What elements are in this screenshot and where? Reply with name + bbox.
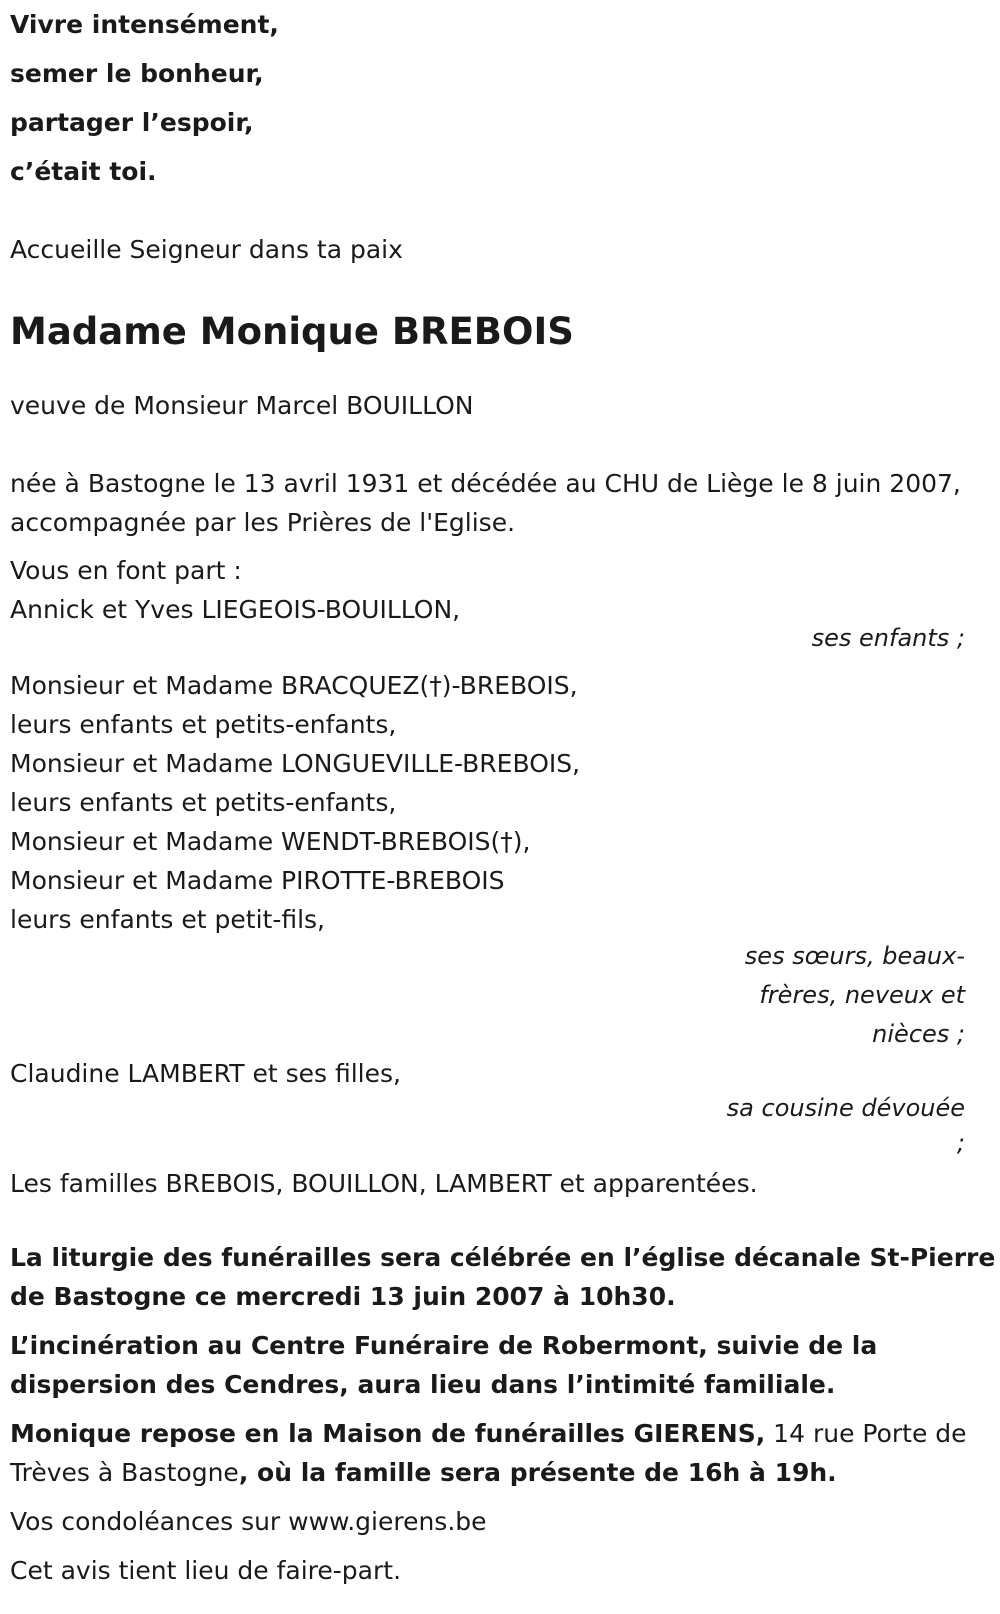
- children-section: [10, 551, 965, 652]
- sibling-line: Monsieur et Madame WENDT-BREBOIS(†),: [10, 827, 531, 856]
- birth-death-line: née à Bastogne le 13 avril 1931 et décédée au CHU de Liège le 8 juin 2007,: [10, 469, 961, 498]
- poem-line: c’était toi.: [10, 157, 157, 186]
- cousin-section: [10, 1054, 965, 1158]
- widow-of: veuve de Monsieur Marcel BOUILLON: [10, 391, 474, 420]
- prayer: Accueille Seigneur dans ta paix: [10, 235, 403, 264]
- funeral-line: La liturgie des funérailles sera célébrée en l’église décanale St-Pierre: [10, 1243, 996, 1272]
- poem-line: partager l’espoir,: [10, 108, 254, 137]
- rest-normal-2: Trèves à Bastogne: [10, 1458, 239, 1487]
- cousin-role: [705, 1089, 965, 1158]
- announce-intro: Vous en font part :: [10, 556, 242, 585]
- rest-bold-1: Monique repose en la Maison de funérailles GIERENS,: [10, 1419, 766, 1448]
- funeral-line: de Bastogne ce mercredi 13 juin 2007 à 10h30.: [10, 1282, 676, 1311]
- families: Les familles BREBOIS, BOUILLON, LAMBERT et apparentées.: [10, 1169, 758, 1198]
- funeral-info: [10, 1238, 996, 1316]
- closing: Cet avis tient lieu de faire-part.: [10, 1556, 402, 1585]
- incineration-line: L’incinération au Centre Funéraire de Robermont, suivie de la: [10, 1331, 878, 1360]
- rest-bold-2: , où la famille sera présente de 16h à 19h.: [238, 1458, 837, 1487]
- birth-death-line: accompagnée par les Prières de l'Eglise.: [10, 508, 516, 537]
- sibling-line: Monsieur et Madame BRACQUEZ(†)-BREBOIS,: [10, 671, 578, 700]
- siblings-role-line: frères, neveux et: [759, 981, 965, 1009]
- siblings-role-line: ses sœurs, beaux-: [744, 942, 965, 970]
- sibling-line: leurs enfants et petit-fils,: [10, 905, 326, 934]
- siblings-role-line: nièces ;: [872, 1020, 965, 1048]
- rest-line-1: [10, 1414, 965, 1453]
- obituary-notice: [10, 0, 996, 1590]
- cousin-role-line: ;: [956, 1129, 965, 1157]
- sibling-line: Monsieur et Madame LONGUEVILLE-BREBOIS,: [10, 749, 581, 778]
- rest-normal-1: 14 rue Porte de: [765, 1419, 967, 1448]
- poem: [10, 0, 965, 196]
- rest-info: [10, 1414, 965, 1492]
- cousin-role-line: sa cousine dévouée: [726, 1094, 965, 1122]
- sibling-line: leurs enfants et petits-enfants,: [10, 788, 397, 817]
- birth-death: [10, 464, 965, 542]
- incineration-info: [10, 1326, 965, 1404]
- incineration-line: dispersion des Cendres, aura lieu dans l’intimité familiale.: [10, 1370, 836, 1399]
- cousin-names: Claudine LAMBERT et ses filles,: [10, 1059, 401, 1088]
- siblings-section: [10, 666, 965, 1054]
- deceased-name: Madame Monique BREBOIS: [10, 310, 574, 353]
- condolences: Vos condoléances sur www.gierens.be: [10, 1507, 487, 1536]
- sibling-line: Monsieur et Madame PIROTTE-BREBOIS: [10, 866, 505, 895]
- children-names: Annick et Yves LIEGEOIS-BOUILLON,: [10, 595, 461, 624]
- siblings-role: [740, 937, 965, 1054]
- rest-line-2: [10, 1453, 965, 1492]
- children-role: ses enfants ;: [811, 624, 965, 652]
- sibling-line: leurs enfants et petits-enfants,: [10, 710, 397, 739]
- poem-line: Vivre intensément,: [10, 10, 279, 39]
- poem-line: semer le bonheur,: [10, 59, 264, 88]
